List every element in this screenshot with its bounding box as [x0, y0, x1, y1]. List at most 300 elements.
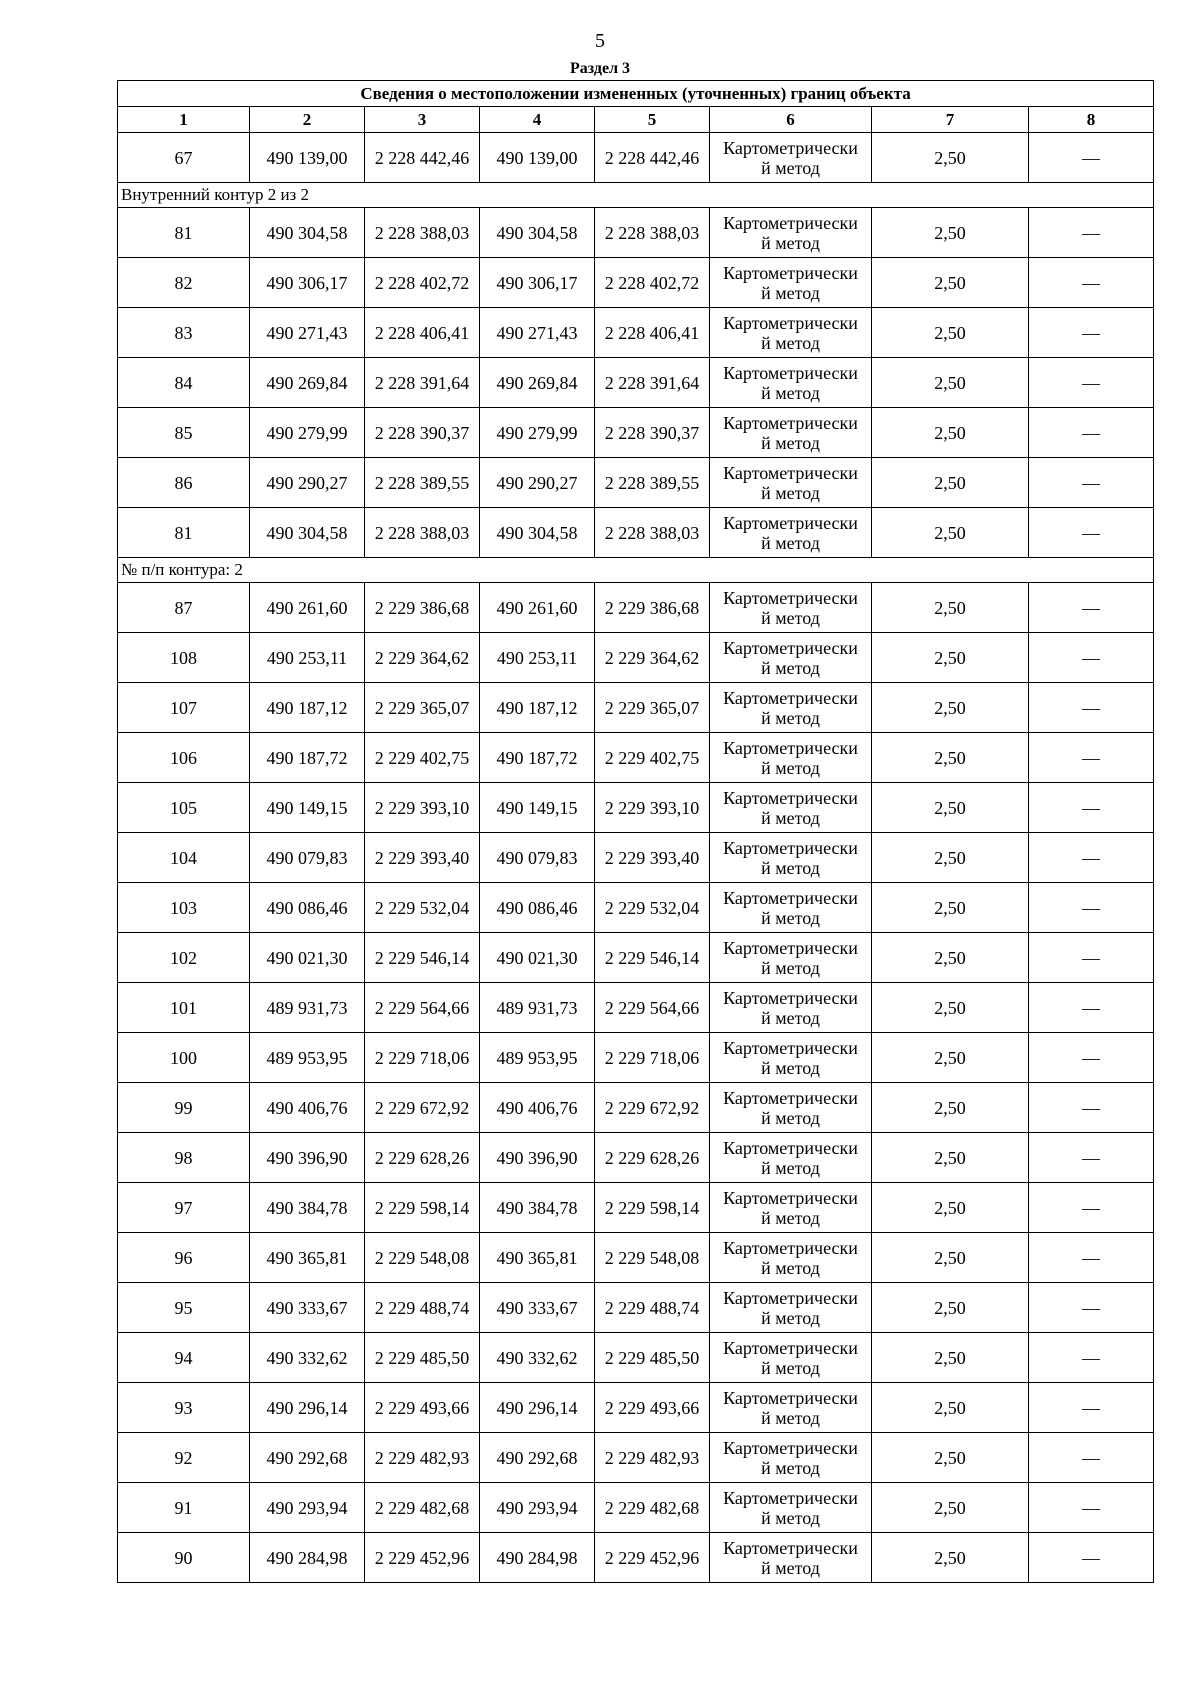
x-coordinate-cell: 490 384,78 — [250, 1183, 365, 1233]
x-coordinate-cell: 490 021,30 — [480, 933, 595, 983]
point-number-cell: 96 — [118, 1233, 250, 1283]
table-row — [118, 358, 1154, 408]
x-coordinate-cell: 490 365,81 — [480, 1233, 595, 1283]
contour-group-row — [118, 558, 1154, 583]
accuracy-cell: 2,50 — [872, 883, 1029, 933]
x-coordinate-cell: 490 384,78 — [480, 1183, 595, 1233]
x-coordinate-cell: 490 149,15 — [250, 783, 365, 833]
table-row — [118, 208, 1154, 258]
x-coordinate-cell: 490 396,90 — [480, 1133, 595, 1183]
method-cell — [710, 633, 872, 683]
x-coordinate-cell: 490 333,67 — [250, 1283, 365, 1333]
table-row — [118, 1183, 1154, 1233]
y-coordinate-cell: 2 229 482,93 — [595, 1433, 710, 1483]
accuracy-cell: 2,50 — [872, 583, 1029, 633]
x-coordinate-cell: 490 021,30 — [250, 933, 365, 983]
method-cell — [710, 683, 872, 733]
method-text-line: й метод — [761, 382, 820, 403]
accuracy-cell: 2,50 — [872, 208, 1029, 258]
method-cell — [710, 583, 872, 633]
table-row — [118, 783, 1154, 833]
y-coordinate-cell: 2 229 393,10 — [365, 783, 480, 833]
point-number-cell: 103 — [118, 883, 250, 933]
accuracy-cell: 2,50 — [872, 1233, 1029, 1283]
method-text-line: Картометрически — [723, 837, 858, 858]
accuracy-cell: 2,50 — [872, 783, 1029, 833]
y-coordinate-cell: 2 228 442,46 — [595, 133, 710, 183]
x-coordinate-cell: 490 304,58 — [480, 508, 595, 558]
method-text-line: Картометрически — [723, 462, 858, 483]
accuracy-cell: 2,50 — [872, 1283, 1029, 1333]
y-coordinate-cell: 2 229 546,14 — [595, 933, 710, 983]
y-coordinate-cell: 2 229 365,07 — [365, 683, 480, 733]
y-coordinate-cell: 2 229 548,08 — [595, 1233, 710, 1283]
y-coordinate-cell: 2 228 442,46 — [365, 133, 480, 183]
y-coordinate-cell: 2 228 388,03 — [365, 508, 480, 558]
accuracy-cell: 2,50 — [872, 833, 1029, 883]
y-coordinate-cell: 2 229 402,75 — [595, 733, 710, 783]
x-coordinate-cell: 490 149,15 — [480, 783, 595, 833]
point-number-cell: 91 — [118, 1483, 250, 1533]
x-coordinate-cell: 490 271,43 — [480, 308, 595, 358]
table-title-row — [118, 81, 1154, 107]
y-coordinate-cell: 2 229 485,50 — [365, 1333, 480, 1383]
description-cell: — — [1029, 1433, 1154, 1483]
accuracy-cell: 2,50 — [872, 733, 1029, 783]
point-number-cell: 102 — [118, 933, 250, 983]
method-cell — [710, 933, 872, 983]
column-header: 5 — [595, 107, 710, 133]
table-row — [118, 1533, 1154, 1583]
method-text-line: й метод — [761, 1107, 820, 1128]
method-text-line: й метод — [761, 532, 820, 553]
method-text-line: Картометрически — [723, 362, 858, 383]
point-number-cell: 105 — [118, 783, 250, 833]
y-coordinate-cell: 2 229 532,04 — [365, 883, 480, 933]
accuracy-cell: 2,50 — [872, 1483, 1029, 1533]
method-cell — [710, 983, 872, 1033]
point-number-cell: 82 — [118, 258, 250, 308]
y-coordinate-cell: 2 229 485,50 — [595, 1333, 710, 1383]
point-number-cell: 108 — [118, 633, 250, 683]
method-text-line: Картометрически — [723, 1487, 858, 1508]
description-cell: — — [1029, 308, 1154, 358]
point-number-cell: 98 — [118, 1133, 250, 1183]
accuracy-cell: 2,50 — [872, 358, 1029, 408]
description-cell: — — [1029, 1333, 1154, 1383]
y-coordinate-cell: 2 228 388,03 — [365, 208, 480, 258]
description-cell: — — [1029, 1383, 1154, 1433]
accuracy-cell: 2,50 — [872, 1083, 1029, 1133]
method-text-line: й метод — [761, 282, 820, 303]
accuracy-cell: 2,50 — [872, 458, 1029, 508]
x-coordinate-cell: 490 290,27 — [480, 458, 595, 508]
y-coordinate-cell: 2 229 364,62 — [595, 633, 710, 683]
method-text-line: Картометрически — [723, 1137, 858, 1158]
column-header: 4 — [480, 107, 595, 133]
point-number-cell: 106 — [118, 733, 250, 783]
description-cell: — — [1029, 583, 1154, 633]
point-number-cell: 84 — [118, 358, 250, 408]
x-coordinate-cell: 490 290,27 — [250, 458, 365, 508]
column-header: 2 — [250, 107, 365, 133]
method-cell — [710, 1333, 872, 1383]
x-coordinate-cell: 490 293,94 — [250, 1483, 365, 1533]
y-coordinate-cell: 2 228 390,37 — [595, 408, 710, 458]
method-text-line: й метод — [761, 157, 820, 178]
x-coordinate-cell: 490 279,99 — [250, 408, 365, 458]
method-text-line: Картометрически — [723, 1537, 858, 1558]
method-text-line: Картометрически — [723, 1187, 858, 1208]
x-coordinate-cell: 490 304,58 — [480, 208, 595, 258]
accuracy-cell: 2,50 — [872, 1033, 1029, 1083]
method-text-line: й метод — [761, 907, 820, 928]
x-coordinate-cell: 490 187,12 — [250, 683, 365, 733]
x-coordinate-cell: 490 306,17 — [480, 258, 595, 308]
table-row — [118, 1033, 1154, 1083]
description-cell: — — [1029, 1083, 1154, 1133]
page-number: 5 — [595, 30, 605, 52]
description-cell: — — [1029, 933, 1154, 983]
y-coordinate-cell: 2 229 628,26 — [365, 1133, 480, 1183]
table-row — [118, 633, 1154, 683]
y-coordinate-cell: 2 229 452,96 — [595, 1533, 710, 1583]
point-number-cell: 92 — [118, 1433, 250, 1483]
x-coordinate-cell: 490 332,62 — [250, 1333, 365, 1383]
method-cell — [710, 1383, 872, 1433]
x-coordinate-cell: 489 953,95 — [250, 1033, 365, 1083]
y-coordinate-cell: 2 229 482,68 — [365, 1483, 480, 1533]
method-text-line: й метод — [761, 957, 820, 978]
table-row — [118, 883, 1154, 933]
x-coordinate-cell: 490 306,17 — [250, 258, 365, 308]
method-text-line: й метод — [761, 1057, 820, 1078]
accuracy-cell: 2,50 — [872, 1333, 1029, 1383]
point-number-cell: 83 — [118, 308, 250, 358]
method-cell — [710, 1483, 872, 1533]
method-text-line: й метод — [761, 1407, 820, 1428]
accuracy-cell: 2,50 — [872, 133, 1029, 183]
y-coordinate-cell: 2 229 718,06 — [595, 1033, 710, 1083]
method-text-line: Картометрически — [723, 1037, 858, 1058]
description-cell: — — [1029, 1233, 1154, 1283]
point-number-cell: 93 — [118, 1383, 250, 1433]
point-number-cell: 67 — [118, 133, 250, 183]
description-cell: — — [1029, 983, 1154, 1033]
method-text-line: Картометрически — [723, 637, 858, 658]
method-text-line: й метод — [761, 1207, 820, 1228]
x-coordinate-cell: 490 284,98 — [480, 1533, 595, 1583]
table-row — [118, 983, 1154, 1033]
method-text-line: Картометрически — [723, 212, 858, 233]
y-coordinate-cell: 2 228 388,03 — [595, 208, 710, 258]
table-row — [118, 1333, 1154, 1383]
description-cell: — — [1029, 1483, 1154, 1533]
y-coordinate-cell: 2 229 672,92 — [365, 1083, 480, 1133]
y-coordinate-cell: 2 229 482,68 — [595, 1483, 710, 1533]
x-coordinate-cell: 490 284,98 — [250, 1533, 365, 1583]
y-coordinate-cell: 2 229 488,74 — [595, 1283, 710, 1333]
x-coordinate-cell: 490 187,72 — [480, 733, 595, 783]
table-row — [118, 733, 1154, 783]
description-cell: — — [1029, 1183, 1154, 1233]
y-coordinate-cell: 2 229 386,68 — [595, 583, 710, 633]
x-coordinate-cell: 490 304,58 — [250, 208, 365, 258]
x-coordinate-cell: 489 931,73 — [480, 983, 595, 1033]
x-coordinate-cell: 490 086,46 — [480, 883, 595, 933]
accuracy-cell: 2,50 — [872, 258, 1029, 308]
x-coordinate-cell: 490 269,84 — [480, 358, 595, 408]
table-row — [118, 1433, 1154, 1483]
method-text-line: Картометрически — [723, 512, 858, 533]
method-text-line: й метод — [761, 1307, 820, 1328]
description-cell: — — [1029, 1283, 1154, 1333]
column-header-row — [118, 107, 1154, 133]
y-coordinate-cell: 2 228 389,55 — [365, 458, 480, 508]
x-coordinate-cell: 490 304,58 — [250, 508, 365, 558]
method-text-line: й метод — [761, 1357, 820, 1378]
description-cell: — — [1029, 508, 1154, 558]
method-text-line: Картометрически — [723, 687, 858, 708]
description-cell: — — [1029, 358, 1154, 408]
method-cell — [710, 1233, 872, 1283]
y-coordinate-cell: 2 228 406,41 — [365, 308, 480, 358]
accuracy-cell: 2,50 — [872, 1183, 1029, 1233]
x-coordinate-cell: 489 953,95 — [480, 1033, 595, 1083]
description-cell: — — [1029, 208, 1154, 258]
x-coordinate-cell: 490 271,43 — [250, 308, 365, 358]
y-coordinate-cell: 2 228 402,72 — [365, 258, 480, 308]
method-cell — [710, 408, 872, 458]
y-coordinate-cell: 2 229 393,10 — [595, 783, 710, 833]
point-number-cell: 100 — [118, 1033, 250, 1083]
y-coordinate-cell: 2 229 628,26 — [595, 1133, 710, 1183]
method-text-line: Картометрически — [723, 887, 858, 908]
point-number-cell: 81 — [118, 508, 250, 558]
contour-group-label: № п/п контура: 2 — [118, 558, 1154, 583]
y-coordinate-cell: 2 229 546,14 — [365, 933, 480, 983]
accuracy-cell: 2,50 — [872, 633, 1029, 683]
point-number-cell: 99 — [118, 1083, 250, 1133]
y-coordinate-cell: 2 229 393,40 — [365, 833, 480, 883]
y-coordinate-cell: 2 229 386,68 — [365, 583, 480, 633]
y-coordinate-cell: 2 229 393,40 — [595, 833, 710, 883]
x-coordinate-cell: 490 396,90 — [250, 1133, 365, 1183]
method-text-line: Картометрически — [723, 1287, 858, 1308]
method-text-line: й метод — [761, 1557, 820, 1578]
method-text-line: Картометрически — [723, 987, 858, 1008]
y-coordinate-cell: 2 229 402,75 — [365, 733, 480, 783]
column-header: 1 — [118, 107, 250, 133]
method-text-line: Картометрически — [723, 587, 858, 608]
y-coordinate-cell: 2 229 532,04 — [595, 883, 710, 933]
table-body — [118, 81, 1154, 1583]
accuracy-cell: 2,50 — [872, 508, 1029, 558]
x-coordinate-cell: 490 269,84 — [250, 358, 365, 408]
description-cell: — — [1029, 683, 1154, 733]
description-cell: — — [1029, 1533, 1154, 1583]
description-cell: — — [1029, 133, 1154, 183]
y-coordinate-cell: 2 229 365,07 — [595, 683, 710, 733]
method-cell — [710, 1283, 872, 1333]
method-text-line: Картометрически — [723, 262, 858, 283]
x-coordinate-cell: 490 292,68 — [250, 1433, 365, 1483]
table-row — [118, 833, 1154, 883]
y-coordinate-cell: 2 228 388,03 — [595, 508, 710, 558]
method-cell — [710, 208, 872, 258]
point-number-cell: 90 — [118, 1533, 250, 1583]
x-coordinate-cell: 490 279,99 — [480, 408, 595, 458]
y-coordinate-cell: 2 229 564,66 — [595, 983, 710, 1033]
y-coordinate-cell: 2 229 493,66 — [595, 1383, 710, 1433]
table-row — [118, 1133, 1154, 1183]
method-text-line: й метод — [761, 332, 820, 353]
x-coordinate-cell: 490 187,12 — [480, 683, 595, 733]
method-text-line: й метод — [761, 232, 820, 253]
method-text-line: Картометрически — [723, 312, 858, 333]
method-text-line: Картометрически — [723, 1387, 858, 1408]
y-coordinate-cell: 2 229 564,66 — [365, 983, 480, 1033]
x-coordinate-cell: 490 406,76 — [250, 1083, 365, 1133]
description-cell: — — [1029, 408, 1154, 458]
contour-group-label: Внутренний контур 2 из 2 — [118, 183, 1154, 208]
method-text-line: Картометрически — [723, 137, 858, 158]
method-cell — [710, 1433, 872, 1483]
method-text-line: й метод — [761, 807, 820, 828]
y-coordinate-cell: 2 229 482,93 — [365, 1433, 480, 1483]
method-cell — [710, 1083, 872, 1133]
x-coordinate-cell: 490 253,11 — [480, 633, 595, 683]
method-cell — [710, 308, 872, 358]
table-row — [118, 1383, 1154, 1433]
x-coordinate-cell: 490 333,67 — [480, 1283, 595, 1333]
accuracy-cell: 2,50 — [872, 1433, 1029, 1483]
method-text-line: й метод — [761, 1157, 820, 1178]
method-text-line: й метод — [761, 657, 820, 678]
method-text-line: Картометрически — [723, 787, 858, 808]
table-title: Сведения о местоположении измененных (уточненных) границ объекта — [118, 81, 1154, 107]
point-number-cell: 104 — [118, 833, 250, 883]
method-text-line: Картометрически — [723, 1337, 858, 1358]
y-coordinate-cell: 2 229 488,74 — [365, 1283, 480, 1333]
accuracy-cell: 2,50 — [872, 1533, 1029, 1583]
accuracy-cell: 2,50 — [872, 683, 1029, 733]
x-coordinate-cell: 490 253,11 — [250, 633, 365, 683]
table-row — [118, 1233, 1154, 1283]
column-header: 8 — [1029, 107, 1154, 133]
description-cell: — — [1029, 783, 1154, 833]
section-title: Раздел 3 — [569, 60, 631, 77]
description-cell: — — [1029, 733, 1154, 783]
y-coordinate-cell: 2 228 391,64 — [595, 358, 710, 408]
y-coordinate-cell: 2 228 389,55 — [595, 458, 710, 508]
y-coordinate-cell: 2 229 452,96 — [365, 1533, 480, 1583]
method-cell — [710, 1183, 872, 1233]
y-coordinate-cell: 2 228 406,41 — [595, 308, 710, 358]
method-text-line: й метод — [761, 432, 820, 453]
description-cell: — — [1029, 633, 1154, 683]
table-row — [118, 1283, 1154, 1333]
y-coordinate-cell: 2 228 391,64 — [365, 358, 480, 408]
x-coordinate-cell: 490 292,68 — [480, 1433, 595, 1483]
y-coordinate-cell: 2 229 364,62 — [365, 633, 480, 683]
table-row — [118, 508, 1154, 558]
method-cell — [710, 883, 872, 933]
table-row — [118, 1083, 1154, 1133]
method-text-line: й метод — [761, 1007, 820, 1028]
point-number-cell: 94 — [118, 1333, 250, 1383]
y-coordinate-cell: 2 229 493,66 — [365, 1383, 480, 1433]
accuracy-cell: 2,50 — [872, 983, 1029, 1033]
method-cell — [710, 783, 872, 833]
accuracy-cell: 2,50 — [872, 408, 1029, 458]
column-header: 3 — [365, 107, 480, 133]
x-coordinate-cell: 490 296,14 — [250, 1383, 365, 1433]
method-text-line: й метод — [761, 482, 820, 503]
description-cell: — — [1029, 458, 1154, 508]
x-coordinate-cell: 490 365,81 — [250, 1233, 365, 1283]
contour-group-row — [118, 183, 1154, 208]
method-text-line: й метод — [761, 1457, 820, 1478]
x-coordinate-cell: 490 139,00 — [480, 133, 595, 183]
point-number-cell: 101 — [118, 983, 250, 1033]
column-header: 6 — [710, 107, 872, 133]
boundary-coordinates-table — [117, 80, 1154, 1583]
method-text-line: Картометрически — [723, 1437, 858, 1458]
method-text-line: Картометрически — [723, 1237, 858, 1258]
point-number-cell: 95 — [118, 1283, 250, 1333]
method-text-line: Картометрически — [723, 937, 858, 958]
accuracy-cell: 2,50 — [872, 308, 1029, 358]
table-row — [118, 583, 1154, 633]
x-coordinate-cell: 489 931,73 — [250, 983, 365, 1033]
x-coordinate-cell: 490 332,62 — [480, 1333, 595, 1383]
method-cell — [710, 358, 872, 408]
description-cell: — — [1029, 883, 1154, 933]
method-text-line: Картометрически — [723, 412, 858, 433]
point-number-cell: 86 — [118, 458, 250, 508]
y-coordinate-cell: 2 228 402,72 — [595, 258, 710, 308]
description-cell: — — [1029, 258, 1154, 308]
method-cell — [710, 1533, 872, 1583]
accuracy-cell: 2,50 — [872, 1133, 1029, 1183]
y-coordinate-cell: 2 229 718,06 — [365, 1033, 480, 1083]
method-cell — [710, 833, 872, 883]
table-row — [118, 683, 1154, 733]
point-number-cell: 81 — [118, 208, 250, 258]
y-coordinate-cell: 2 229 548,08 — [365, 1233, 480, 1283]
method-text-line: й метод — [761, 607, 820, 628]
x-coordinate-cell: 490 079,83 — [480, 833, 595, 883]
x-coordinate-cell: 490 139,00 — [250, 133, 365, 183]
method-cell — [710, 1133, 872, 1183]
y-coordinate-cell: 2 228 390,37 — [365, 408, 480, 458]
table-row — [118, 933, 1154, 983]
method-cell — [710, 508, 872, 558]
point-number-cell: 87 — [118, 583, 250, 633]
x-coordinate-cell: 490 296,14 — [480, 1383, 595, 1433]
table-row — [118, 308, 1154, 358]
method-cell — [710, 1033, 872, 1083]
method-cell — [710, 458, 872, 508]
point-number-cell: 107 — [118, 683, 250, 733]
method-cell — [710, 133, 872, 183]
method-text-line: Картометрически — [723, 737, 858, 758]
method-cell — [710, 733, 872, 783]
y-coordinate-cell: 2 229 672,92 — [595, 1083, 710, 1133]
method-text-line: й метод — [761, 707, 820, 728]
x-coordinate-cell: 490 086,46 — [250, 883, 365, 933]
